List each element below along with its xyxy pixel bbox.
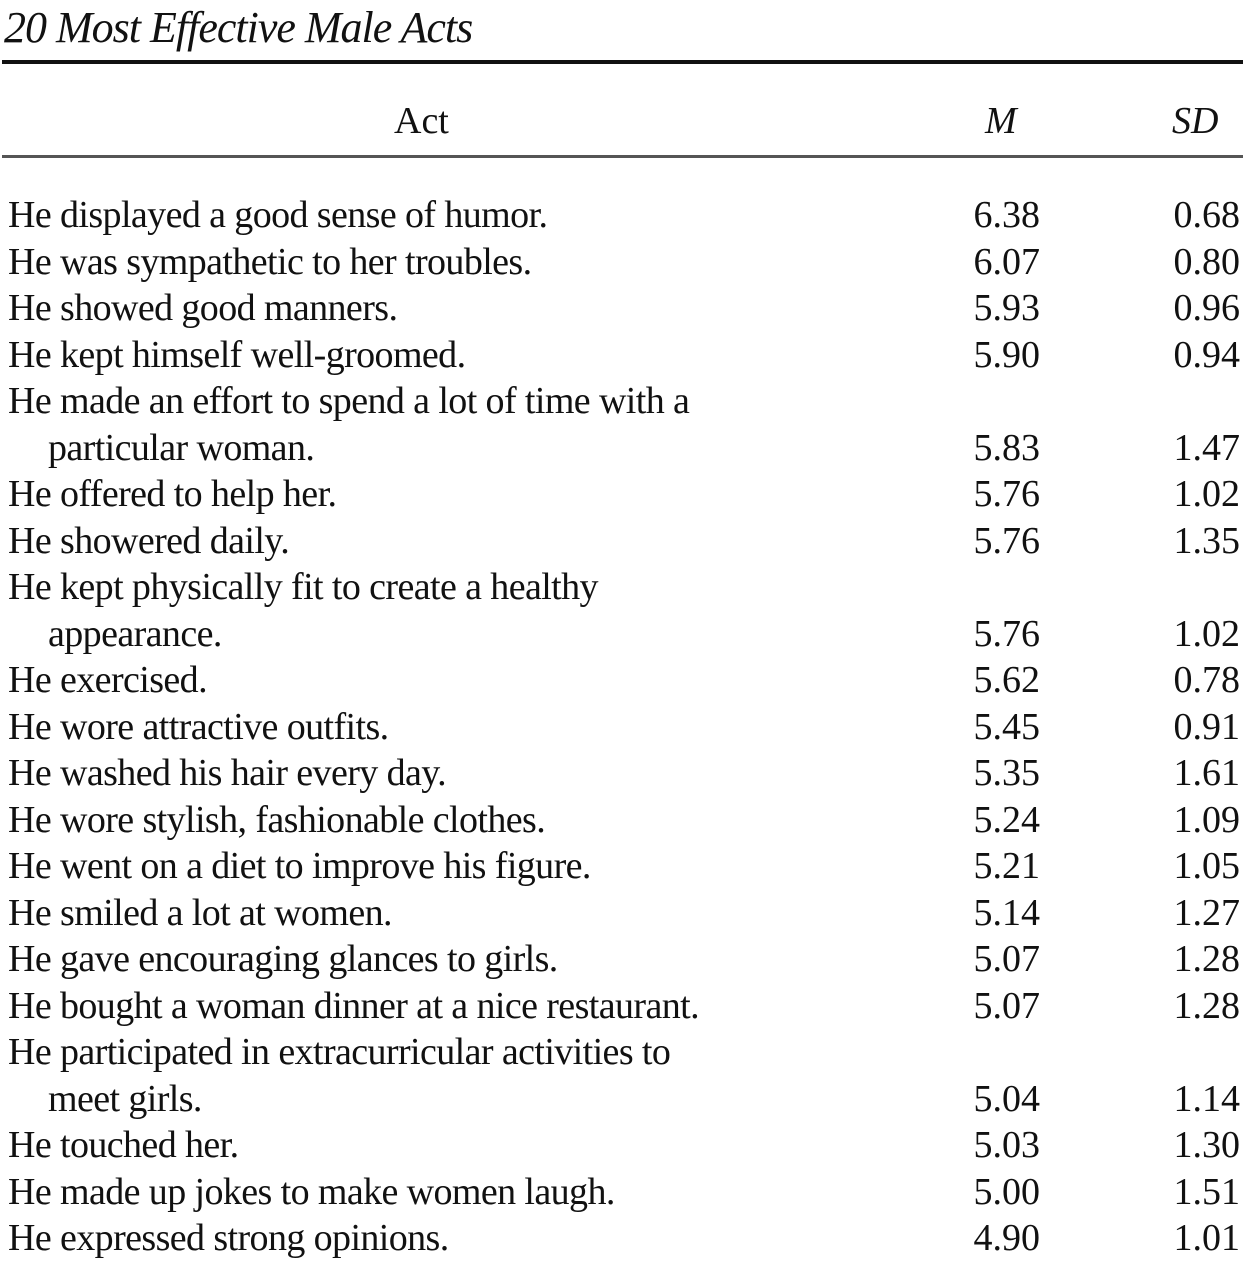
mean-cell: 5.45: [973, 705, 1040, 748]
act-cell: [8, 285, 908, 332]
table-row: [0, 983, 1250, 1030]
act-text: He participated in extracurricular activities to: [8, 1031, 671, 1073]
header-act: Act: [394, 100, 449, 142]
act-text: particular woman.: [48, 426, 315, 469]
table-row: [0, 1029, 1250, 1122]
mean-cell: 6.38: [973, 194, 1040, 236]
sd-cell: 1.61: [1173, 752, 1240, 794]
sd-cell: 1.02: [1173, 612, 1240, 655]
mean-cell: 5.07: [973, 938, 1040, 980]
sd-cell: 1.35: [1173, 519, 1240, 562]
table-row: [0, 471, 1250, 518]
mean-cell: 5.07: [973, 984, 1040, 1027]
sd-cell: 1.28: [1173, 984, 1240, 1027]
act-cell: [8, 192, 908, 239]
mean-cell: 5.21: [973, 845, 1040, 887]
act-text: He washed his hair every day.: [8, 752, 447, 794]
act-cell: [8, 797, 908, 844]
table-row: [0, 332, 1250, 379]
act-text: He bought a woman dinner at a nice restaurant.: [8, 984, 699, 1027]
act-text: He showed good manners.: [8, 287, 398, 329]
act-text: He touched her.: [8, 1124, 239, 1166]
header-sd: SD: [1172, 100, 1219, 142]
sd-cell: 0.94: [1173, 333, 1240, 376]
mean-cell: 5.93: [973, 287, 1040, 329]
act-cell: [8, 890, 908, 937]
sd-cell: 1.02: [1173, 473, 1240, 515]
table-row: [0, 936, 1250, 983]
mean-cell: 5.90: [973, 333, 1040, 376]
header-rule: [2, 155, 1243, 158]
table-row: [0, 285, 1250, 332]
act-cell: [8, 936, 908, 983]
table-row: [0, 657, 1250, 704]
table-row: [0, 750, 1250, 797]
sd-cell: 1.47: [1173, 426, 1240, 469]
sd-cell: 0.80: [1173, 240, 1240, 283]
act-cell: [8, 1122, 908, 1169]
act-text: He showered daily.: [8, 519, 290, 562]
mean-cell: 6.07: [973, 240, 1040, 283]
sd-cell: 1.14: [1173, 1077, 1240, 1120]
sd-cell: 1.05: [1173, 845, 1240, 887]
mean-cell: 5.76: [973, 519, 1040, 562]
sd-cell: 0.78: [1173, 659, 1240, 701]
mean-cell: 5.04: [973, 1077, 1040, 1120]
table-row: [0, 797, 1250, 844]
mean-cell: 5.83: [973, 426, 1040, 469]
act-text: He gave encouraging glances to girls.: [8, 938, 558, 980]
mean-cell: 5.03: [973, 1124, 1040, 1166]
sd-cell: 0.96: [1173, 287, 1240, 329]
act-text: He made an effort to spend a lot of time with a: [8, 380, 690, 422]
sd-cell: 1.27: [1173, 891, 1240, 934]
act-text: He went on a diet to improve his figure.: [8, 845, 591, 887]
mean-cell: 5.62: [973, 659, 1040, 701]
table-row: [0, 518, 1250, 565]
table-body: [0, 192, 1250, 1262]
mean-cell: 4.90: [973, 1217, 1040, 1259]
mean-cell: 5.24: [973, 798, 1040, 841]
act-text: meet girls.: [48, 1077, 202, 1120]
act-text: He offered to help her.: [8, 473, 337, 515]
act-cell: [8, 657, 908, 704]
act-text: appearance.: [48, 612, 222, 655]
table-row: [0, 1122, 1250, 1169]
mean-cell: 5.14: [973, 891, 1040, 934]
table-row: [0, 564, 1250, 657]
act-cell: [8, 750, 908, 797]
act-text: He wore attractive outfits.: [8, 705, 389, 748]
act-cell: [8, 378, 908, 471]
sd-cell: 1.30: [1173, 1124, 1240, 1166]
act-cell: [8, 1215, 908, 1262]
table-row: [0, 192, 1250, 239]
act-cell: [8, 1169, 908, 1216]
act-cell: [8, 983, 908, 1030]
sd-cell: 1.09: [1173, 798, 1240, 841]
table-row: [0, 1215, 1250, 1262]
mean-cell: 5.76: [973, 612, 1040, 655]
top-rule: [2, 60, 1243, 64]
act-text: He made up jokes to make women laugh.: [8, 1170, 615, 1213]
act-cell: [8, 239, 908, 286]
table-row: [0, 378, 1250, 471]
act-cell: [8, 1029, 908, 1122]
act-cell: [8, 704, 908, 751]
table-title: 20 Most Effective Male Acts: [4, 3, 473, 52]
act-text: He was sympathetic to her troubles.: [8, 240, 532, 283]
act-text: He smiled a lot at women.: [8, 891, 392, 934]
mean-cell: 5.35: [973, 752, 1040, 794]
sd-cell: 0.68: [1173, 194, 1240, 236]
table-row: [0, 843, 1250, 890]
table-row: [0, 1169, 1250, 1216]
act-cell: [8, 518, 908, 565]
act-cell: [8, 564, 908, 657]
act-cell: [8, 843, 908, 890]
act-text: He wore stylish, fashionable clothes.: [8, 798, 546, 841]
mean-cell: 5.00: [973, 1170, 1040, 1213]
table-row: [0, 704, 1250, 751]
act-text: He displayed a good sense of humor.: [8, 194, 548, 236]
act-cell: [8, 332, 908, 379]
sd-cell: 0.91: [1173, 705, 1240, 748]
act-text: He kept physically fit to create a healthy: [8, 566, 598, 608]
table-row: [0, 890, 1250, 937]
sd-cell: 1.51: [1173, 1170, 1240, 1213]
mean-cell: 5.76: [973, 473, 1040, 515]
sd-cell: 1.28: [1173, 938, 1240, 980]
header-mean: M: [985, 100, 1017, 142]
act-cell: [8, 471, 908, 518]
act-text: He expressed strong opinions.: [8, 1217, 449, 1259]
table-row: [0, 239, 1250, 286]
sd-cell: 1.01: [1173, 1217, 1240, 1259]
act-text: He exercised.: [8, 659, 207, 701]
act-text: He kept himself well-groomed.: [8, 333, 466, 376]
